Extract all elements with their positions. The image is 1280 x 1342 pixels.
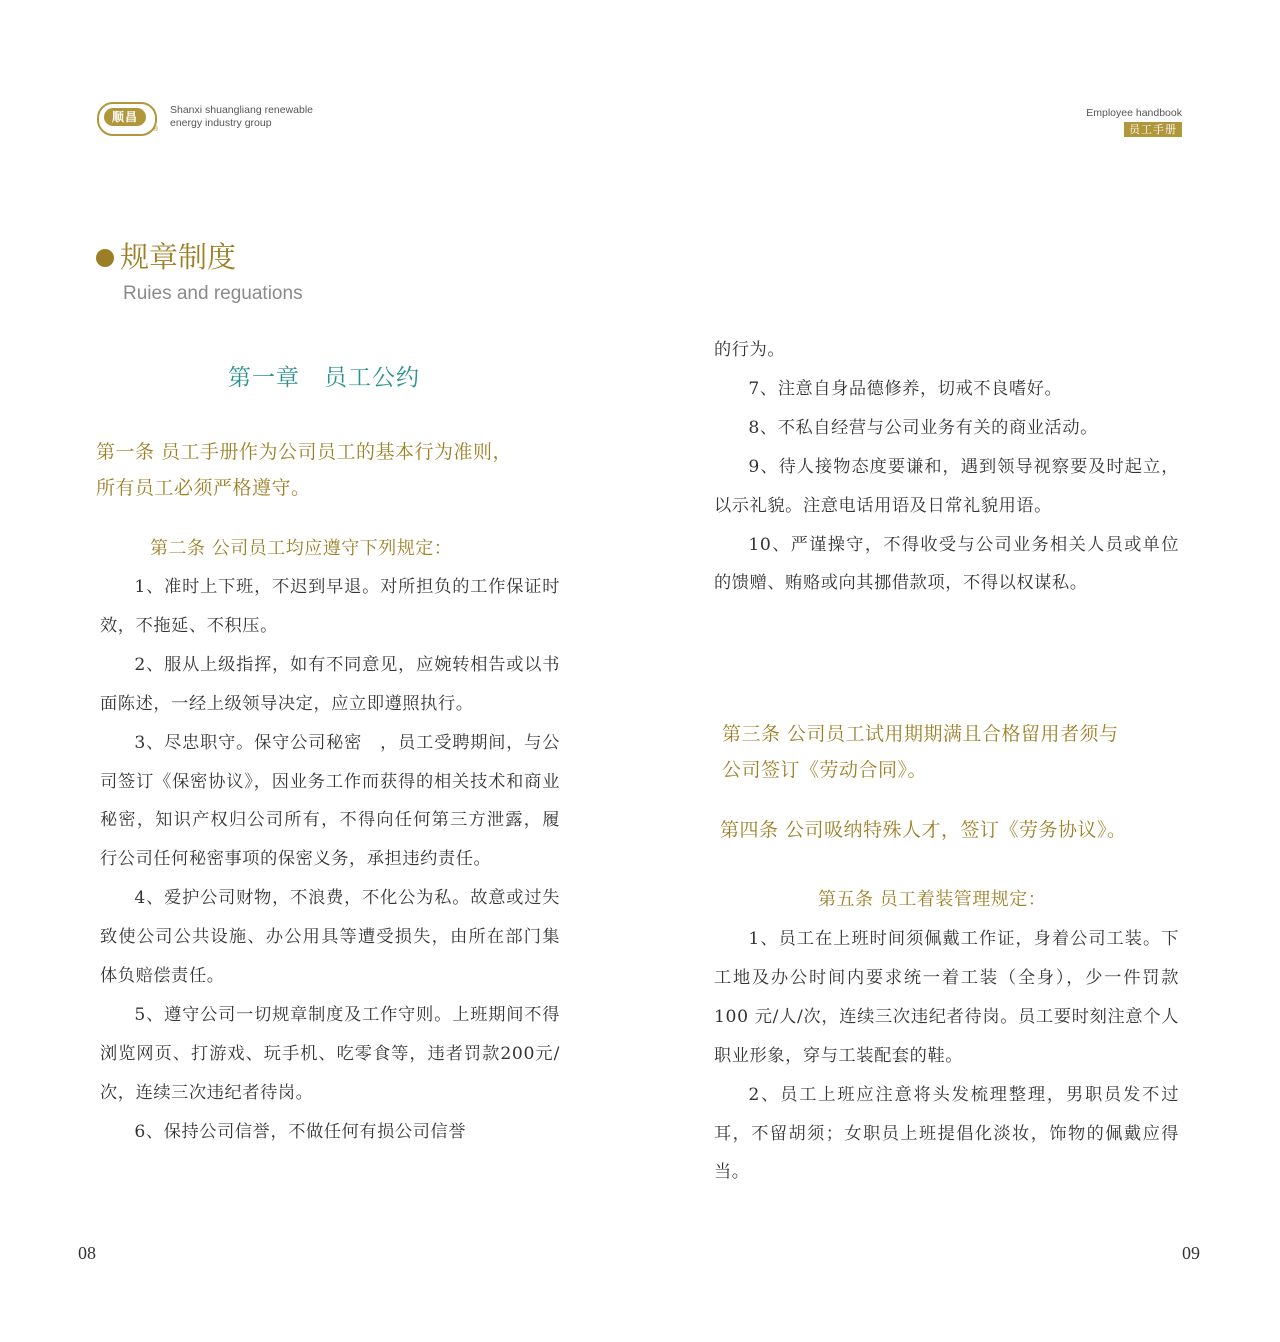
article-2: 第二条 公司员工均应遵守下列规定： xyxy=(150,538,453,559)
page-number-left: 08 xyxy=(78,1243,96,1263)
article-1-line2: 所有员工必须严格遵守。 xyxy=(96,477,311,499)
company-name xyxy=(170,104,313,130)
paragraph: 2、员工上班应注意将头发梳理整理，男职员发不过耳，不留胡须；女职员上班提倡化淡妆，饰物的佩戴应得当。 xyxy=(714,1084,1179,1183)
company-name-line2: energy industry group xyxy=(170,117,272,129)
company-name-line1: Shanxi shuangliang renewable xyxy=(170,104,314,116)
paragraph-continuation: 的行为。 xyxy=(714,340,786,360)
paragraph: 8、不私自经营与公司业务有关的商业活动。 xyxy=(748,417,1098,438)
paragraph: 10、严谨操守，不得收受与公司业务相关人员或单位的馈赠、贿赂或向其挪借款项，不得以权谋私。 xyxy=(714,534,1179,594)
page-number-right: 09 xyxy=(1182,1243,1200,1263)
article-1 xyxy=(96,434,512,506)
paragraph: 4、爱护公司财物，不浪费，不化公为私。故意或过失致使公司公共设施、办公用具等遭受损失，由所在部门集体负赔偿责任。 xyxy=(100,888,560,987)
paragraph: 6、保持公司信誉，不做任何有损公司信誉 xyxy=(134,1121,467,1142)
article-3 xyxy=(722,716,1119,788)
paragraph: 9、待人接物态度要谦和，遇到领导视察要及时起立，以示礼貌。注意电话用语及日常礼貌用语。 xyxy=(714,456,1179,516)
article-3-line1: 第三条 公司员工试用期期满且合格留用者须与 xyxy=(722,723,1119,745)
handbook-title-en: Employee handbook xyxy=(1086,107,1182,119)
right-body xyxy=(714,331,1179,603)
handbook-title-cn: 员工手册 xyxy=(1124,122,1182,137)
chapter-heading: 第一章 员工公约 xyxy=(228,365,420,391)
paragraph: 1、员工在上班时间须佩戴工作证，身着公司工装。下工地及办公时间内要求统一着工装（全身），少一件罚款100 元/人/次，连续三次违纪者待岗。员工要时刻注意个人职业形象，穿与工装配套的鞋。 xyxy=(714,929,1179,1066)
article-3-line2: 公司签订《劳动合同》。 xyxy=(722,759,928,781)
company-logo xyxy=(97,102,157,136)
article-5: 第五条 员工着装管理规定： xyxy=(818,889,1047,910)
logo-text: 顺昌 xyxy=(104,108,146,126)
article-1-line1: 第一条 员工手册作为公司员工的基本行为准则， xyxy=(96,441,513,463)
paragraph: 1、准时上下班，不迟到早退。对所担负的工作保证时效，不拖延、不积压。 xyxy=(100,577,560,636)
left-body xyxy=(100,568,560,1152)
article-4: 第四条 公司吸纳特殊人才，签订《劳务协议》。 xyxy=(720,819,1127,841)
paragraph: 2、服从上级指挥，如有不同意见，应婉转相告或以书面陈述，一经上级领导决定，应立即遵照执行。 xyxy=(100,654,560,714)
dress-body xyxy=(714,920,1179,1192)
section-subtitle: Ruies and reguations xyxy=(123,283,303,304)
paragraph: 7、注意自身品德修养，切戒不良嗜好。 xyxy=(748,378,1063,399)
registered-mark: ® xyxy=(152,125,159,133)
paragraph: 3、尽忠职守。保守公司秘密 ，员工受聘期间，与公司签订《保密协议》，因业务工作而获得的相关技术和商业秘密，知识产权归公司所有，不得向任何第三方泄露，履行公司任何秘密事项的保密义务，承担违约责任。 xyxy=(100,732,560,870)
section-bullet-icon xyxy=(96,249,114,267)
paragraph: 5、遵守公司一切规章制度及工作守则。上班期间不得浏览网页、打游戏、玩手机、吃零食等，违者罚款200元/次，连续三次违纪者待岗。 xyxy=(100,1004,560,1103)
section-title: 规章制度 xyxy=(120,240,237,274)
